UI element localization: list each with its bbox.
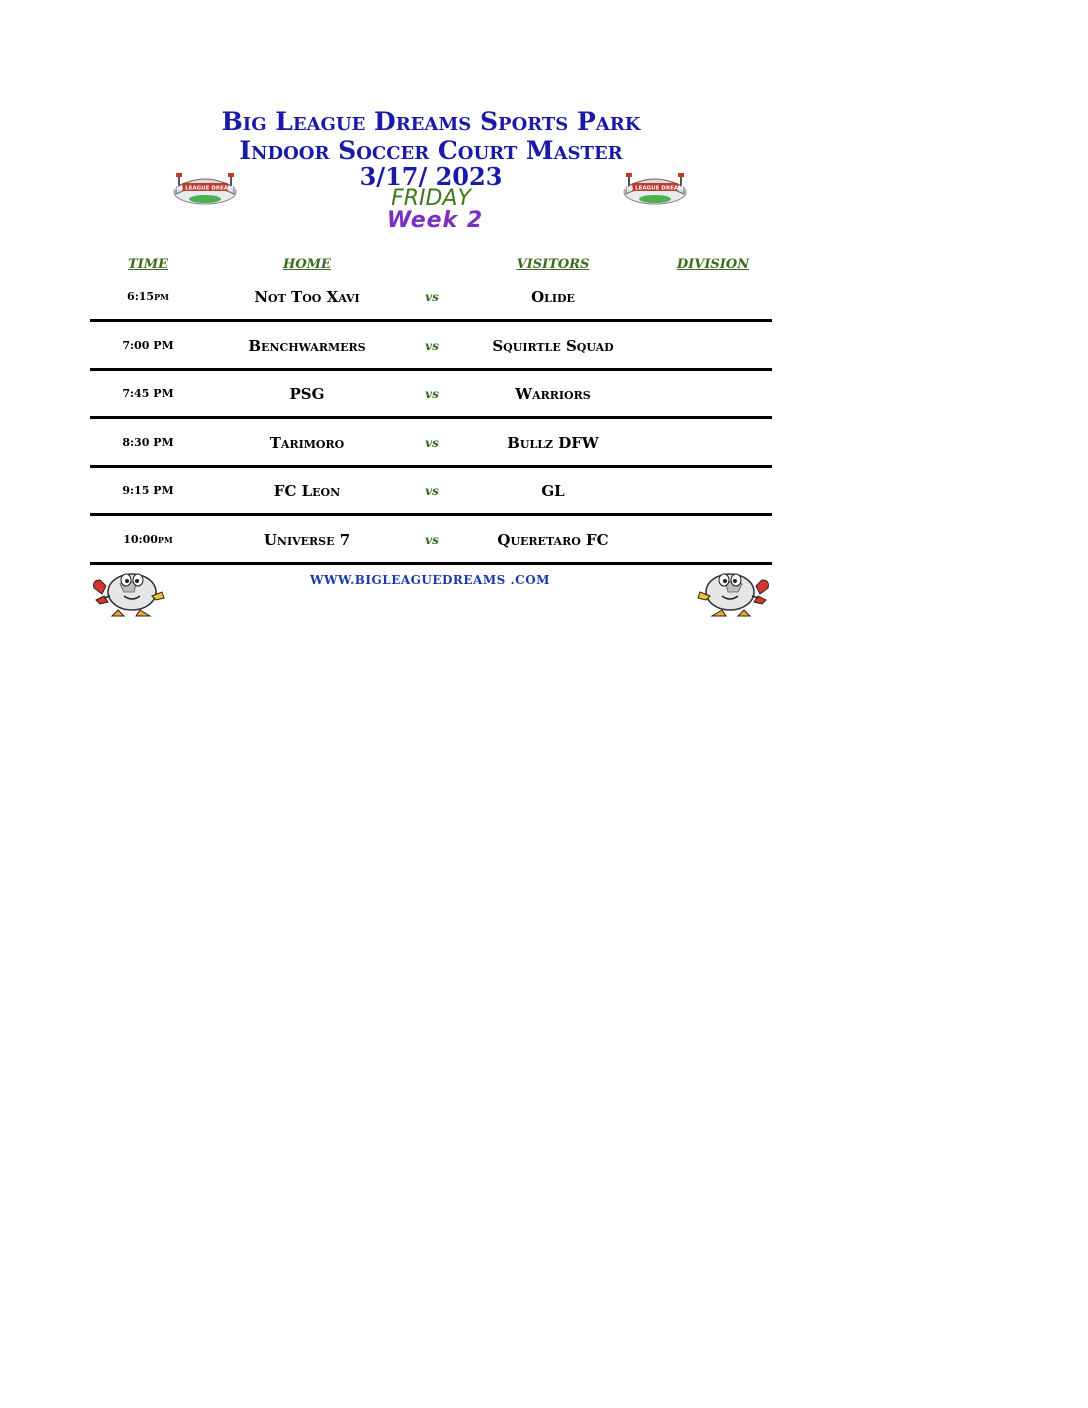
game-time: 8:30 PM [122, 436, 174, 449]
schedule-week: Week 2 [386, 208, 484, 233]
versus-label: vs [425, 436, 439, 450]
row-divider [90, 319, 772, 322]
table-row [90, 371, 772, 419]
table-row [90, 420, 772, 468]
versus-label: vs [425, 533, 439, 547]
table-row [90, 274, 772, 322]
schedule-day: FRIDAY [391, 186, 471, 211]
visitor-team: Squirtle Squad [492, 337, 614, 355]
versus-label: vs [425, 387, 439, 401]
versus-label: vs [425, 290, 439, 304]
website-link[interactable]: WWW.BIGLEAGUEDREAMS .COM [310, 573, 550, 587]
visitor-team: Bullz DFW [507, 434, 599, 452]
visitor-team: Olide [531, 288, 575, 306]
soccer-ball-mascot-icon [90, 566, 170, 618]
row-divider [90, 513, 772, 516]
visitor-team: GL [541, 482, 565, 500]
logo-text: BIG LEAGUE DREAMS [622, 185, 688, 192]
versus-label: vs [425, 339, 439, 353]
soccer-ball-mascot-icon [692, 566, 772, 618]
column-header-visitors: VISITORS [516, 257, 590, 272]
versus-label: vs [425, 484, 439, 498]
home-team: Universe 7 [263, 531, 351, 549]
home-team: FC Leon [273, 482, 341, 500]
table-row [90, 323, 772, 371]
home-team: Not Too Xavi [254, 288, 360, 306]
column-header-home: HOME [283, 257, 331, 272]
page-subtitle: Indoor Soccer Court Master [239, 136, 623, 165]
page-title: Big League Dreams Sports Park [221, 107, 641, 136]
column-header-time: TIME [127, 257, 169, 272]
home-team: PSG [289, 385, 325, 403]
row-divider [90, 416, 772, 419]
column-header-division: DIVISION [676, 257, 750, 272]
table-row [90, 517, 772, 565]
game-time: 9:15 PM [122, 484, 174, 497]
row-divider [90, 562, 772, 565]
schedule-date: 3/17/ 2023 [359, 162, 503, 191]
game-time: 7:45 PM [122, 387, 174, 400]
home-team: Tarimoro [269, 434, 345, 452]
game-time: 6:15pm [127, 290, 169, 303]
stadium-logo-icon [172, 168, 238, 206]
game-time: 10:00pm [123, 533, 173, 546]
stadium-logo-icon [622, 168, 688, 206]
logo-text: BIG LEAGUE DREAMS [172, 185, 238, 192]
visitor-team: Warriors [515, 385, 591, 403]
table-row [90, 468, 772, 516]
game-time: 7:00 PM [122, 339, 174, 352]
home-team: Benchwarmers [248, 337, 366, 355]
visitor-team: Queretaro FC [497, 531, 609, 549]
